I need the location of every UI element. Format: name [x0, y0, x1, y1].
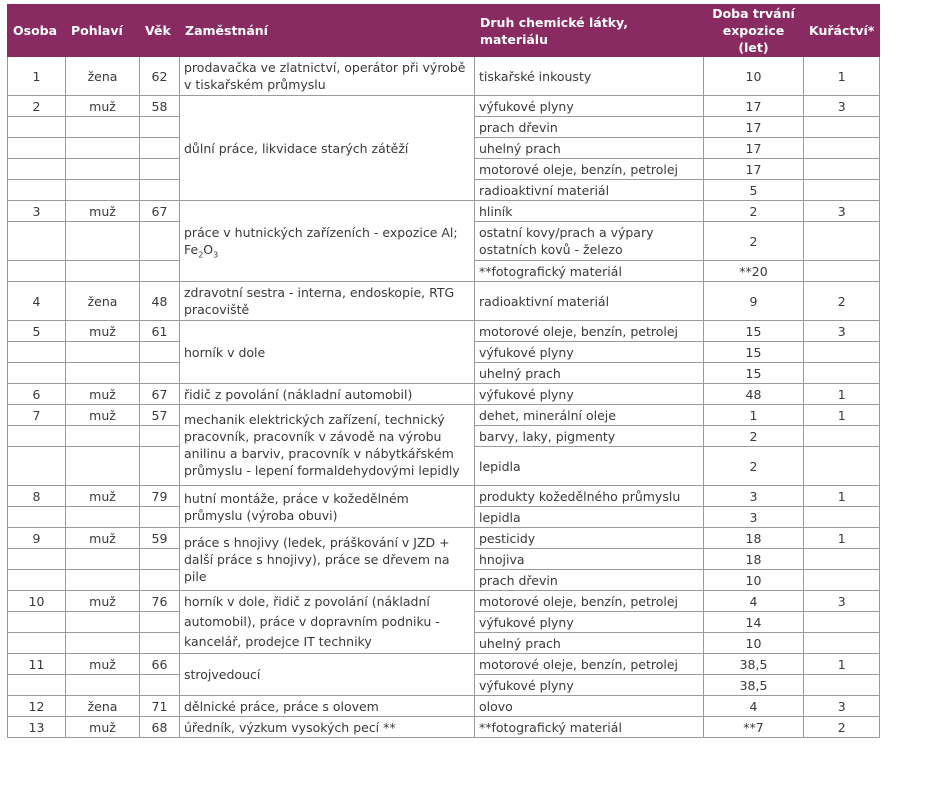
header-osoba: Osoba — [8, 5, 66, 57]
cell-empty — [66, 675, 140, 696]
cell-vek: 67 — [140, 384, 180, 405]
cell-kuractvi: 1 — [804, 528, 880, 549]
exposure-table — [7, 4, 880, 738]
cell-empty — [8, 612, 66, 633]
cell-empty — [804, 549, 880, 570]
cell-empty — [804, 426, 880, 447]
cell-pohlavi: muž — [66, 201, 140, 222]
cell-kuractvi: 3 — [804, 201, 880, 222]
cell-osoba: 4 — [8, 282, 66, 321]
cell-empty — [140, 426, 180, 447]
cell-empty — [8, 138, 66, 159]
cell-zamestnani: práce s hnojivy (ledek, práškování v JZD + další práce s hnojivy), práce se dřevem na pile — [180, 528, 475, 591]
cell-empty — [66, 570, 140, 591]
cell-empty — [140, 342, 180, 363]
cell-empty — [66, 507, 140, 528]
cell-kuractvi: 1 — [804, 486, 880, 507]
zamestnani-text-o: O — [203, 242, 214, 257]
cell-zamestnani: hutní montáže, práce v kožedělném průmyslu (výroba obuvi) — [180, 486, 475, 528]
cell-empty — [804, 570, 880, 591]
cell-doba: 10 — [704, 57, 804, 96]
cell-kuractvi: 1 — [804, 57, 880, 96]
cell-doba: 17 — [704, 138, 804, 159]
cell-doba: 38,5 — [704, 654, 804, 675]
cell-empty — [66, 363, 140, 384]
cell-empty — [66, 117, 140, 138]
cell-kuractvi: 2 — [804, 282, 880, 321]
cell-empty — [804, 138, 880, 159]
cell-kuractvi: 1 — [804, 405, 880, 426]
cell-empty — [804, 447, 880, 486]
table-row — [8, 57, 880, 96]
cell-latka: ostatní kovy/prach a výpary ostatních kovů - železo — [475, 222, 704, 261]
cell-doba: 3 — [704, 486, 804, 507]
cell-doba: 3 — [704, 507, 804, 528]
cell-pohlavi: muž — [66, 321, 140, 342]
cell-kuractvi: 2 — [804, 717, 880, 738]
header-latka: Druh chemické látky, materiálu — [475, 5, 704, 57]
cell-empty — [140, 507, 180, 528]
cell-empty — [66, 633, 140, 654]
cell-pohlavi: žena — [66, 57, 140, 96]
cell-osoba: 5 — [8, 321, 66, 342]
cell-empty — [8, 570, 66, 591]
cell-vek: 67 — [140, 201, 180, 222]
cell-empty — [140, 570, 180, 591]
cell-empty — [804, 342, 880, 363]
cell-pohlavi: muž — [66, 654, 140, 675]
cell-empty — [804, 117, 880, 138]
cell-zamestnani: řidič z povolání (nákladní automobil) — [180, 384, 475, 405]
cell-doba: 17 — [704, 117, 804, 138]
cell-doba: 17 — [704, 159, 804, 180]
cell-zamestnani: horník v dole, řidič z povolání (nákladní automobil), práce v dopravním podniku - kancelář, prodejce IT techniky — [180, 591, 475, 654]
cell-doba: 2 — [704, 426, 804, 447]
cell-empty — [140, 180, 180, 201]
cell-empty — [8, 363, 66, 384]
cell-latka: výfukové plyny — [475, 96, 704, 117]
cell-zamestnani: úředník, výzkum vysokých pecí ** — [180, 717, 475, 738]
cell-latka: lepidla — [475, 507, 704, 528]
cell-doba: **20 — [704, 261, 804, 282]
table-row — [8, 201, 880, 222]
cell-osoba: 10 — [8, 591, 66, 612]
cell-empty — [66, 342, 140, 363]
cell-doba: 2 — [704, 201, 804, 222]
cell-empty — [8, 549, 66, 570]
cell-zamestnani: dělnické práce, práce s olovem — [180, 696, 475, 717]
cell-latka: radioaktivní materiál — [475, 282, 704, 321]
cell-latka: prach dřevin — [475, 570, 704, 591]
cell-osoba: 6 — [8, 384, 66, 405]
zamestnani-text: práce v hutnických zařízeních - expozice Al; Fe — [184, 225, 458, 257]
cell-kuractvi: 1 — [804, 384, 880, 405]
cell-doba: 18 — [704, 549, 804, 570]
cell-latka: uhelný prach — [475, 633, 704, 654]
cell-empty — [140, 549, 180, 570]
cell-empty — [804, 159, 880, 180]
cell-empty — [8, 633, 66, 654]
table-row — [8, 528, 880, 549]
cell-empty — [66, 180, 140, 201]
cell-kuractvi: 1 — [804, 654, 880, 675]
cell-empty — [804, 612, 880, 633]
cell-doba: 9 — [704, 282, 804, 321]
cell-latka: hnojiva — [475, 549, 704, 570]
cell-kuractvi: 3 — [804, 591, 880, 612]
cell-kuractvi: 3 — [804, 321, 880, 342]
cell-doba: 17 — [704, 96, 804, 117]
header-doba: Doba trvání expozice (let) — [704, 5, 804, 57]
cell-empty — [66, 222, 140, 261]
cell-vek: 62 — [140, 57, 180, 96]
header-zamestnani: Zaměstnání — [180, 5, 475, 57]
cell-zamestnani: prodavačka ve zlatnictví, operátor při výrobě v tiskařském průmyslu — [180, 57, 475, 96]
cell-doba: 1 — [704, 405, 804, 426]
cell-empty — [8, 180, 66, 201]
cell-empty — [8, 426, 66, 447]
cell-osoba: 12 — [8, 696, 66, 717]
cell-empty — [8, 222, 66, 261]
header-row — [8, 5, 880, 57]
cell-vek: 76 — [140, 591, 180, 612]
cell-empty — [804, 675, 880, 696]
cell-latka: **fotografický materiál — [475, 261, 704, 282]
cell-kuractvi: 3 — [804, 96, 880, 117]
cell-doba: 10 — [704, 633, 804, 654]
cell-empty — [804, 363, 880, 384]
cell-latka: motorové oleje, benzín, petrolej — [475, 321, 704, 342]
cell-latka: produkty kožedělného průmyslu — [475, 486, 704, 507]
cell-doba: 15 — [704, 342, 804, 363]
cell-osoba: 2 — [8, 96, 66, 117]
cell-vek: 58 — [140, 96, 180, 117]
cell-latka: prach dřevin — [475, 117, 704, 138]
header-pohlavi: Pohlaví — [66, 5, 140, 57]
header-vek: Věk — [140, 5, 180, 57]
cell-latka: uhelný prach — [475, 363, 704, 384]
cell-kuractvi: 3 — [804, 696, 880, 717]
cell-latka: hliník — [475, 201, 704, 222]
cell-zamestnani: strojvedoucí — [180, 654, 475, 696]
table-row — [8, 717, 880, 738]
cell-empty — [8, 507, 66, 528]
cell-latka: motorové oleje, benzín, petrolej — [475, 591, 704, 612]
cell-empty — [140, 675, 180, 696]
cell-empty — [140, 633, 180, 654]
cell-latka: tiskařské inkousty — [475, 57, 704, 96]
cell-empty — [140, 138, 180, 159]
cell-zamestnani — [180, 201, 475, 282]
cell-empty — [8, 117, 66, 138]
cell-pohlavi: žena — [66, 696, 140, 717]
cell-empty — [140, 117, 180, 138]
cell-empty — [66, 549, 140, 570]
cell-empty — [66, 159, 140, 180]
cell-latka: výfukové plyny — [475, 675, 704, 696]
cell-doba: 4 — [704, 696, 804, 717]
table-row — [8, 282, 880, 321]
cell-doba: 4 — [704, 591, 804, 612]
cell-latka: lepidla — [475, 447, 704, 486]
cell-empty — [66, 447, 140, 486]
table-row — [8, 321, 880, 342]
cell-empty — [8, 447, 66, 486]
cell-doba: 15 — [704, 363, 804, 384]
subscript-2: 2 — [198, 250, 204, 260]
cell-osoba: 11 — [8, 654, 66, 675]
cell-doba: 38,5 — [704, 675, 804, 696]
cell-pohlavi: muž — [66, 384, 140, 405]
cell-doba: **7 — [704, 717, 804, 738]
cell-latka: dehet, minerální oleje — [475, 405, 704, 426]
table-row — [8, 591, 880, 612]
cell-osoba: 8 — [8, 486, 66, 507]
table-row — [8, 654, 880, 675]
cell-latka: motorové oleje, benzín, petrolej — [475, 654, 704, 675]
cell-empty — [8, 675, 66, 696]
cell-vek: 61 — [140, 321, 180, 342]
cell-zamestnani: zdravotní sestra - interna, endoskopie, RTG pracoviště — [180, 282, 475, 321]
cell-doba: 10 — [704, 570, 804, 591]
table-row — [8, 96, 880, 117]
cell-vek: 48 — [140, 282, 180, 321]
cell-empty — [140, 447, 180, 486]
cell-empty — [140, 612, 180, 633]
cell-vek: 68 — [140, 717, 180, 738]
cell-latka: radioaktivní materiál — [475, 180, 704, 201]
cell-zamestnani: důlní práce, likvidace starých zátěží — [180, 96, 475, 201]
cell-doba: 18 — [704, 528, 804, 549]
cell-empty — [804, 180, 880, 201]
cell-pohlavi: muž — [66, 486, 140, 507]
cell-empty — [804, 222, 880, 261]
cell-doba: 14 — [704, 612, 804, 633]
header-kuractvi: Kuřáctví* — [804, 5, 880, 57]
cell-zamestnani: mechanik elektrických zařízení, technický pracovník, pracovník v závodě na výrobu anilinu a barviv, pracovník v nábytkářském průmyslu - lepení formaldehydovými lepidly — [180, 405, 475, 486]
cell-doba: 48 — [704, 384, 804, 405]
cell-osoba: 3 — [8, 201, 66, 222]
cell-vek: 59 — [140, 528, 180, 549]
cell-vek: 79 — [140, 486, 180, 507]
cell-empty — [66, 138, 140, 159]
table-row — [8, 486, 880, 507]
cell-empty — [8, 342, 66, 363]
cell-pohlavi: muž — [66, 717, 140, 738]
table-row — [8, 405, 880, 426]
cell-doba: 15 — [704, 321, 804, 342]
cell-pohlavi: muž — [66, 96, 140, 117]
cell-empty — [140, 159, 180, 180]
cell-latka: barvy, laky, pigmenty — [475, 426, 704, 447]
cell-empty — [8, 159, 66, 180]
cell-latka: výfukové plyny — [475, 384, 704, 405]
cell-latka: uhelný prach — [475, 138, 704, 159]
cell-latka: **fotografický materiál — [475, 717, 704, 738]
cell-empty — [804, 633, 880, 654]
cell-doba: 2 — [704, 447, 804, 486]
cell-pohlavi: muž — [66, 591, 140, 612]
cell-latka: výfukové plyny — [475, 612, 704, 633]
cell-pohlavi: muž — [66, 528, 140, 549]
cell-empty — [66, 261, 140, 282]
cell-osoba: 7 — [8, 405, 66, 426]
cell-osoba: 1 — [8, 57, 66, 96]
cell-osoba: 9 — [8, 528, 66, 549]
cell-empty — [140, 363, 180, 384]
cell-pohlavi: žena — [66, 282, 140, 321]
table-row — [8, 384, 880, 405]
cell-latka: motorové oleje, benzín, petrolej — [475, 159, 704, 180]
table-row — [8, 696, 880, 717]
exposure-table-wrapper — [7, 4, 880, 738]
cell-latka: pesticidy — [475, 528, 704, 549]
cell-empty — [140, 261, 180, 282]
cell-vek: 66 — [140, 654, 180, 675]
cell-empty — [804, 261, 880, 282]
cell-vek: 71 — [140, 696, 180, 717]
subscript-3: 3 — [213, 250, 219, 260]
cell-empty — [66, 612, 140, 633]
cell-zamestnani: horník v dole — [180, 321, 475, 384]
cell-empty — [140, 222, 180, 261]
cell-latka: výfukové plyny — [475, 342, 704, 363]
cell-empty — [804, 507, 880, 528]
cell-osoba: 13 — [8, 717, 66, 738]
cell-empty — [66, 426, 140, 447]
cell-pohlavi: muž — [66, 405, 140, 426]
cell-latka: olovo — [475, 696, 704, 717]
cell-doba: 5 — [704, 180, 804, 201]
cell-doba: 2 — [704, 222, 804, 261]
cell-vek: 57 — [140, 405, 180, 426]
cell-empty — [8, 261, 66, 282]
